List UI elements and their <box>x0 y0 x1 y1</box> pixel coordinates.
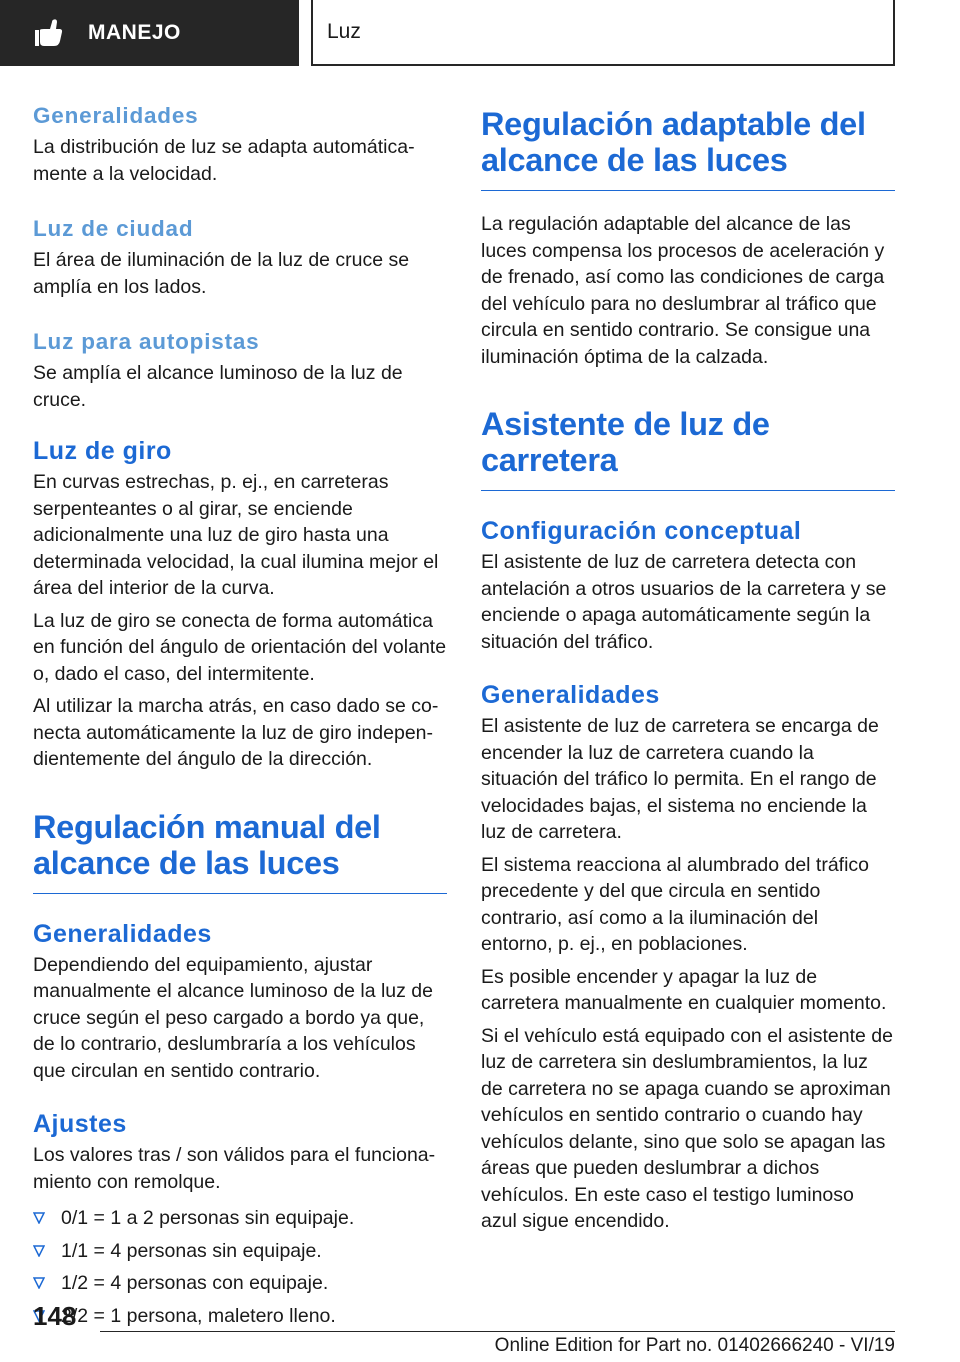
right-column <box>481 106 895 1241</box>
paragraph: En curvas estrechas, p. ej., en carreteras serpenteantes o al girar, se enciende adicionalmente una luz de giro hasta una determinada velocidad, la cual ilumina mejor el área del interior de la curva. <box>33 471 439 599</box>
paragraph: El área de iluminación de la luz de cruce se amplía en los lados. <box>33 249 410 298</box>
triangle-bullet-icon <box>33 1205 61 1232</box>
page-number: 148 <box>33 1301 77 1331</box>
paragraph: Es posible encender y apagar la luz de carretera manualmente en cualquier momento. <box>481 965 887 1014</box>
settings-list <box>33 1205 447 1329</box>
section-title: MANEJO <box>88 21 181 44</box>
subheading-luz-de-giro: Luz de giro <box>33 437 172 465</box>
section-tab <box>0 0 299 66</box>
paragraph: La luz de giro se conecta de forma automática en función del ángulo de orientación del volante o, dado el caso, del intermitente. <box>33 609 447 685</box>
list-item-text: 1/1 = 4 personas sin equipaje. <box>61 1239 322 1262</box>
paragraph: Al utilizar la marcha atrás, en caso dado se conecta automáticamente la luz de giro independientemente del ángulo de la dirección. <box>33 695 439 770</box>
paragraph: El sistema reacciona al alumbrado del tráfico precedente y del que circula en sentido contrario, así como a la iluminación del entorno, p. ej., en poblaciones. <box>481 853 870 955</box>
paragraph: Los valores tras / son válidos para el funcionamiento con remolque. <box>33 1144 436 1193</box>
paragraph: La distribución de luz se adapta automáticamente a la velocidad. <box>33 136 415 185</box>
list-item-text: 0/1 = 1 a 2 personas sin equipaje. <box>61 1207 355 1229</box>
paragraph: El asistente de luz de carretera detecta con antelación a otros usuarios de la carretera y se enciende o apaga automáticamente según la situación del tráfico. <box>481 551 887 653</box>
heading-regulacion-manual: Regulación manual del alcance de las luces <box>33 809 447 894</box>
subheading-generalidades: Generalidades <box>33 103 199 128</box>
footer-divider <box>100 1331 895 1332</box>
left-column <box>33 98 447 1335</box>
paragraph: Se amplía el alcance luminoso de la luz de cruce. <box>33 362 403 411</box>
paragraph: Dependiendo del equipamiento, ajustar manualmente el alcance luminoso de la luz de cruce según el peso cargado a bordo ya que, de lo contrario, deslumbraría a los vehículos que circulan en sentido contrario. <box>33 953 433 1082</box>
heading-asistente-luz-carretera: Asistente de luz de carretera <box>481 406 895 491</box>
edition-note: Online Edition for Part no. 01402666240 - VI/19 <box>494 1335 895 1356</box>
paragraph: Si el vehículo está equipado con el asistente de luz de carretera sin deslumbramientos, la luz de carretera no se apaga cuando se aproximan vehículos en sentido contrario o cuando hay vehículos delante, sino que solo se apagan las áreas que pueden deslumbrar a dichos vehículos. En este caso el testigo luminoso azul sigue encendido. <box>481 1024 893 1232</box>
list-item <box>33 1303 447 1330</box>
heading-regulacion-adaptable: Regulación adaptable del alcance de las luces <box>481 106 895 191</box>
list-item <box>33 1205 447 1232</box>
subheading-generalidades: Generalidades <box>33 919 212 948</box>
paragraph: La regulación adaptable del alcance de las luces compensa los procesos de aceleración y de frenado, así como las condiciones de carga del vehículo para no deslumbrar al tráfico que circula en sentido contrario. Se consigue una iluminación óptima de la calzada. <box>481 213 885 368</box>
list-item <box>33 1270 447 1297</box>
list-item-text: 2/2 = 1 persona, maletero lleno. <box>61 1304 336 1327</box>
subheading-luz-de-ciudad: Luz de ciudad <box>33 216 194 241</box>
list-item <box>33 1238 447 1265</box>
topic-title: Luz <box>327 20 361 43</box>
subheading-configuracion-conceptual: Configuración conceptual <box>481 517 802 545</box>
triangle-bullet-icon <box>33 1238 61 1265</box>
paragraph: El asistente de luz de carretera se encarga de encender la luz de carretera cuando la situación del tráfico lo permita. En el rango de velocidades bajas, el sistema no enciende la luz de carretera. <box>481 715 879 843</box>
triangle-bullet-icon <box>33 1270 61 1297</box>
steering-hand-icon <box>30 14 68 52</box>
topic-tab <box>311 0 895 66</box>
subheading-ajustes: Ajustes <box>33 1110 127 1138</box>
list-item-text: 1/2 = 4 personas con equipaje. <box>61 1272 329 1294</box>
subheading-generalidades: Generalidades <box>481 681 660 709</box>
subheading-luz-para-autopistas: Luz para autopistas <box>33 329 260 354</box>
